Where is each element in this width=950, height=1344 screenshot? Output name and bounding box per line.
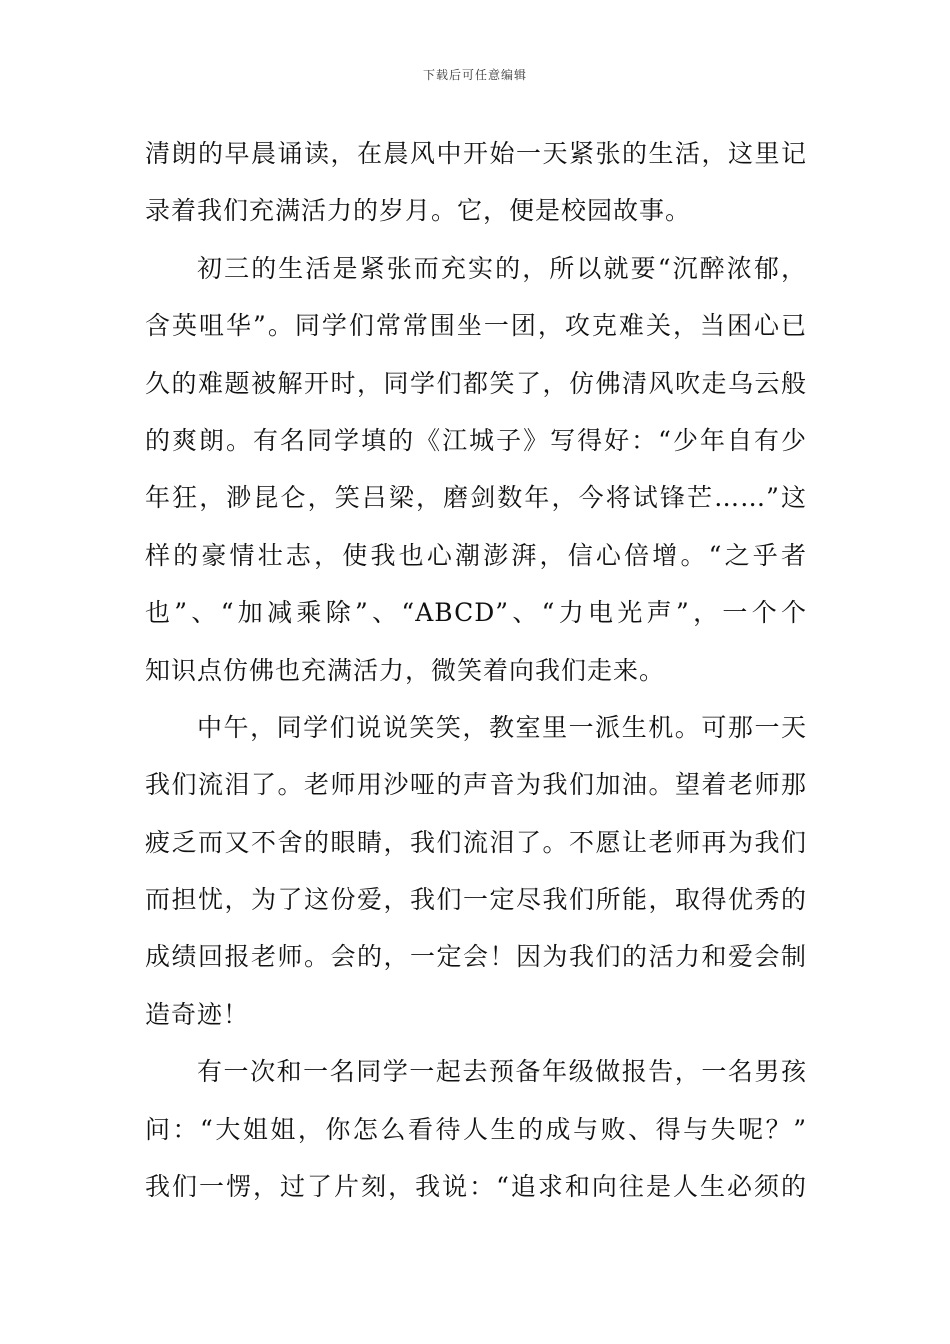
text-line: 年狂，渺昆仑，笑吕梁，磨剑数年，今将试锋芒……”这 xyxy=(145,483,807,513)
text-line: 问：“大姐姐，你怎么看待人生的成与败、得与失呢？” xyxy=(145,1114,807,1144)
text-line: 造奇迹！ xyxy=(145,999,250,1029)
text-line: 初三的生活是紧张而充实的，所以就要“沉醉浓郁， xyxy=(197,253,807,283)
page-header: 下载后可任意编辑 xyxy=(422,68,527,82)
text-line: 而担忧，为了这份爱，我们一定尽我们所能，取得优秀的 xyxy=(145,885,807,915)
text-line: 的爽朗。有名同学填的《江城子》写得好：“少年自有少 xyxy=(145,425,807,455)
document-body xyxy=(145,125,807,1215)
text-line: 录着我们充满活力的岁月。它，便是校园故事。 xyxy=(145,196,692,226)
text-line: 久的难题被解开时，同学们都笑了，仿佛清风吹走乌云般 xyxy=(145,368,807,398)
text-line: 成绩回报老师。会的，一定会！因为我们的活力和爱会制 xyxy=(145,942,807,972)
text-line: 中午，同学们说说笑笑，教室里一派生机。可那一天 xyxy=(197,712,807,742)
text-line: 样的豪情壮志，使我也心潮澎湃，信心倍增。“之乎者 xyxy=(145,540,807,570)
text-line: 清朗的早晨诵读，在晨风中开始一天紧张的生活，这里记 xyxy=(145,139,807,168)
text-line: 有一次和一名同学一起去预备年级做报告，一名男孩 xyxy=(197,1057,807,1087)
text-line: 疲乏而又不舍的眼睛，我们流泪了。不愿让老师再为我们 xyxy=(145,827,807,857)
text-line: 也”、“加减乘除”、“ABCD”、“力电光声”，一个个 xyxy=(145,598,807,628)
text-line: 我们一愣，过了片刻，我说：“追求和向往是人生必须的 xyxy=(145,1172,807,1202)
text-line: 我们流泪了。老师用沙哑的声音为我们加油。望着老师那 xyxy=(145,770,807,800)
text-line: 知识点仿佛也充满活力，微笑着向我们走来。 xyxy=(145,655,666,685)
text-line: 含英咀华”。同学们常常围坐一团，攻克难关，当困心已 xyxy=(145,311,807,341)
